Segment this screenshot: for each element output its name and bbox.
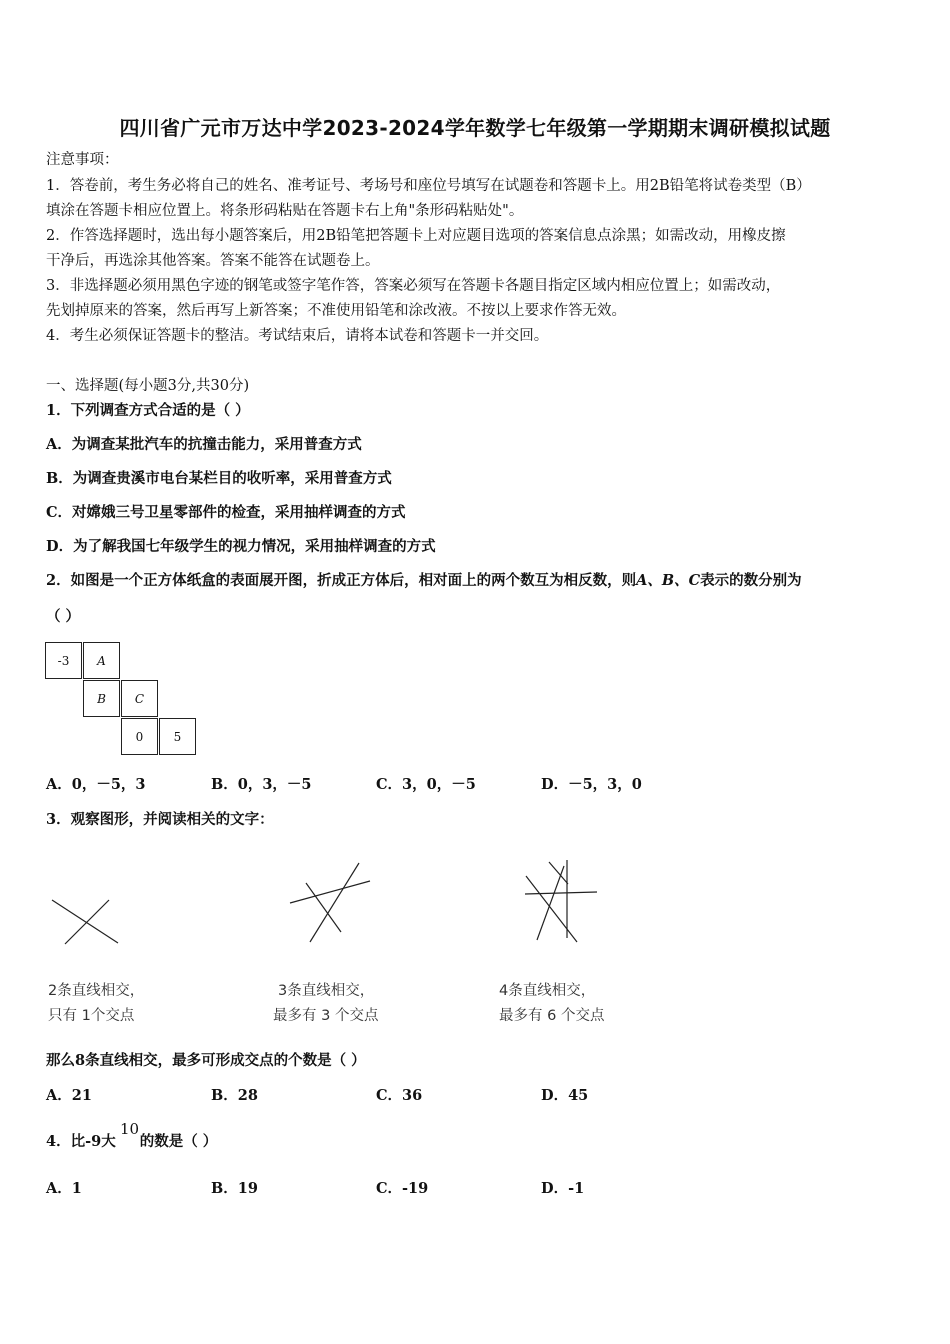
cube-net-figure [45, 642, 205, 760]
notice-line: 填涂在答题卡相应位置上。将条形码粘贴在答题卡右上角"条形码粘贴处"。 [46, 203, 524, 219]
question-3-question: 那么8条直线相交，最多可形成交点的个数是（ ） [46, 1052, 366, 1069]
question-4-stem-a: 4．比-9大 [46, 1133, 116, 1150]
question-2-stem-b: 表示的数分别为 [700, 572, 802, 589]
figure-caption-2 [273, 979, 378, 1029]
caption-line: 最多有 3 个交点 [273, 1008, 379, 1024]
question-4-option-d: D．-1 [541, 1180, 585, 1197]
net-cell: 0 [121, 718, 158, 755]
question-3-option-b: B．28 [211, 1087, 258, 1104]
question-3-option-a: A．21 [46, 1087, 92, 1104]
question-4-option-c: C．-19 [376, 1180, 429, 1197]
three-lines-figure [280, 855, 380, 950]
net-cell: B [83, 680, 120, 717]
page-title: 四川省广元市万达中学2023-2024学年数学七年级第一学期期末调研模拟试题 [119, 116, 831, 140]
question-2-stem [46, 571, 802, 591]
notice-heading: 注意事项： [46, 152, 119, 168]
question-1-option-c: C．对嫦娥三号卫星零部件的检查，采用抽样调查的方式 [46, 504, 406, 521]
figure-caption-1 [48, 979, 144, 1029]
question-4-stem-b: 的数是（ ） [139, 1133, 218, 1150]
figure-caption-3 [499, 979, 604, 1029]
notice-line: 2．作答选择题时，选出每小题答案后，用2B铅笔把答题卡上对应题目选项的答案信息点涂黑；如需改动，用橡皮擦 [46, 228, 786, 244]
question-2-paren: （ ） [46, 608, 81, 625]
notice-line: 1．答卷前，考生务必将自己的姓名、准考证号、考场号和座位号填写在试题卷和答题卡上。用2B铅笔将试卷类型（B） [46, 178, 811, 194]
question-1-option-d: D．为了解我国七年级学生的视力情况，采用抽样调查的方式 [46, 538, 436, 555]
notice-line: 干净后，再选涂其他答案。答案不能答在试题卷上。 [46, 253, 380, 269]
question-3-stem: 3．观察图形，并阅读相关的文字： [46, 811, 274, 828]
net-cell: 5 [159, 718, 196, 755]
caption-line: 2条直线相交， [48, 983, 145, 999]
four-lines-figure [515, 852, 610, 947]
question-2-option-a: A．0，－5，3 [46, 776, 146, 793]
notice-line: 先划掉原来的答案，然后再写上新答案；不准使用铅笔和涂改液。不按以上要求作答无效。 [46, 303, 626, 319]
question-1-stem: 1．下列调查方式合适的是（ ） [46, 402, 250, 419]
question-1-option-a: A．为调查某批汽车的抗撞击能力，采用普查方式 [46, 436, 362, 453]
caption-line: 只有 1个交点 [48, 1008, 135, 1024]
notice-line: 4．考生必须保证答题卡的整洁。考试结束后，请将本试卷和答题卡一并交回。 [46, 328, 549, 344]
question-2-option-c: C．3，0，－5 [376, 776, 476, 793]
caption-line: 最多有 6 个交点 [499, 1008, 605, 1024]
question-4-option-a: A．1 [46, 1180, 82, 1197]
section-heading: 一、选择题(每小题3分,共30分) [46, 378, 250, 394]
question-4-option-b: B．19 [211, 1180, 258, 1197]
question-4-superscript: 10 [120, 1120, 140, 1138]
question-3-option-d: D．45 [541, 1087, 589, 1104]
net-cell: -3 [45, 642, 82, 679]
question-2-option-d: D．－5，3，0 [541, 776, 642, 793]
question-2-stem-a: 2．如图是一个正方体纸盒的表面展开图，折成正方体后，相对面上的两个数互为相反数，则 [46, 572, 637, 589]
caption-line: 3条直线相交， [278, 983, 375, 999]
notice-line: 3．非选择题必须用黑色字迹的钢笔或签字笔作答，答案必须写在答题卡各题目指定区域内相应位置上；如需改动， [46, 278, 781, 294]
question-3-option-c: C．36 [376, 1087, 423, 1104]
question-2-option-b: B．0，3，－5 [211, 776, 312, 793]
net-cell: A [83, 642, 120, 679]
net-cell: C [121, 680, 158, 717]
question-2-stem-vars: A、B、C [636, 572, 701, 589]
two-lines-figure [45, 890, 135, 955]
caption-line: 4条直线相交， [499, 983, 596, 999]
question-1-option-b: B．为调查贵溪市电台某栏目的收听率，采用普查方式 [46, 470, 392, 487]
